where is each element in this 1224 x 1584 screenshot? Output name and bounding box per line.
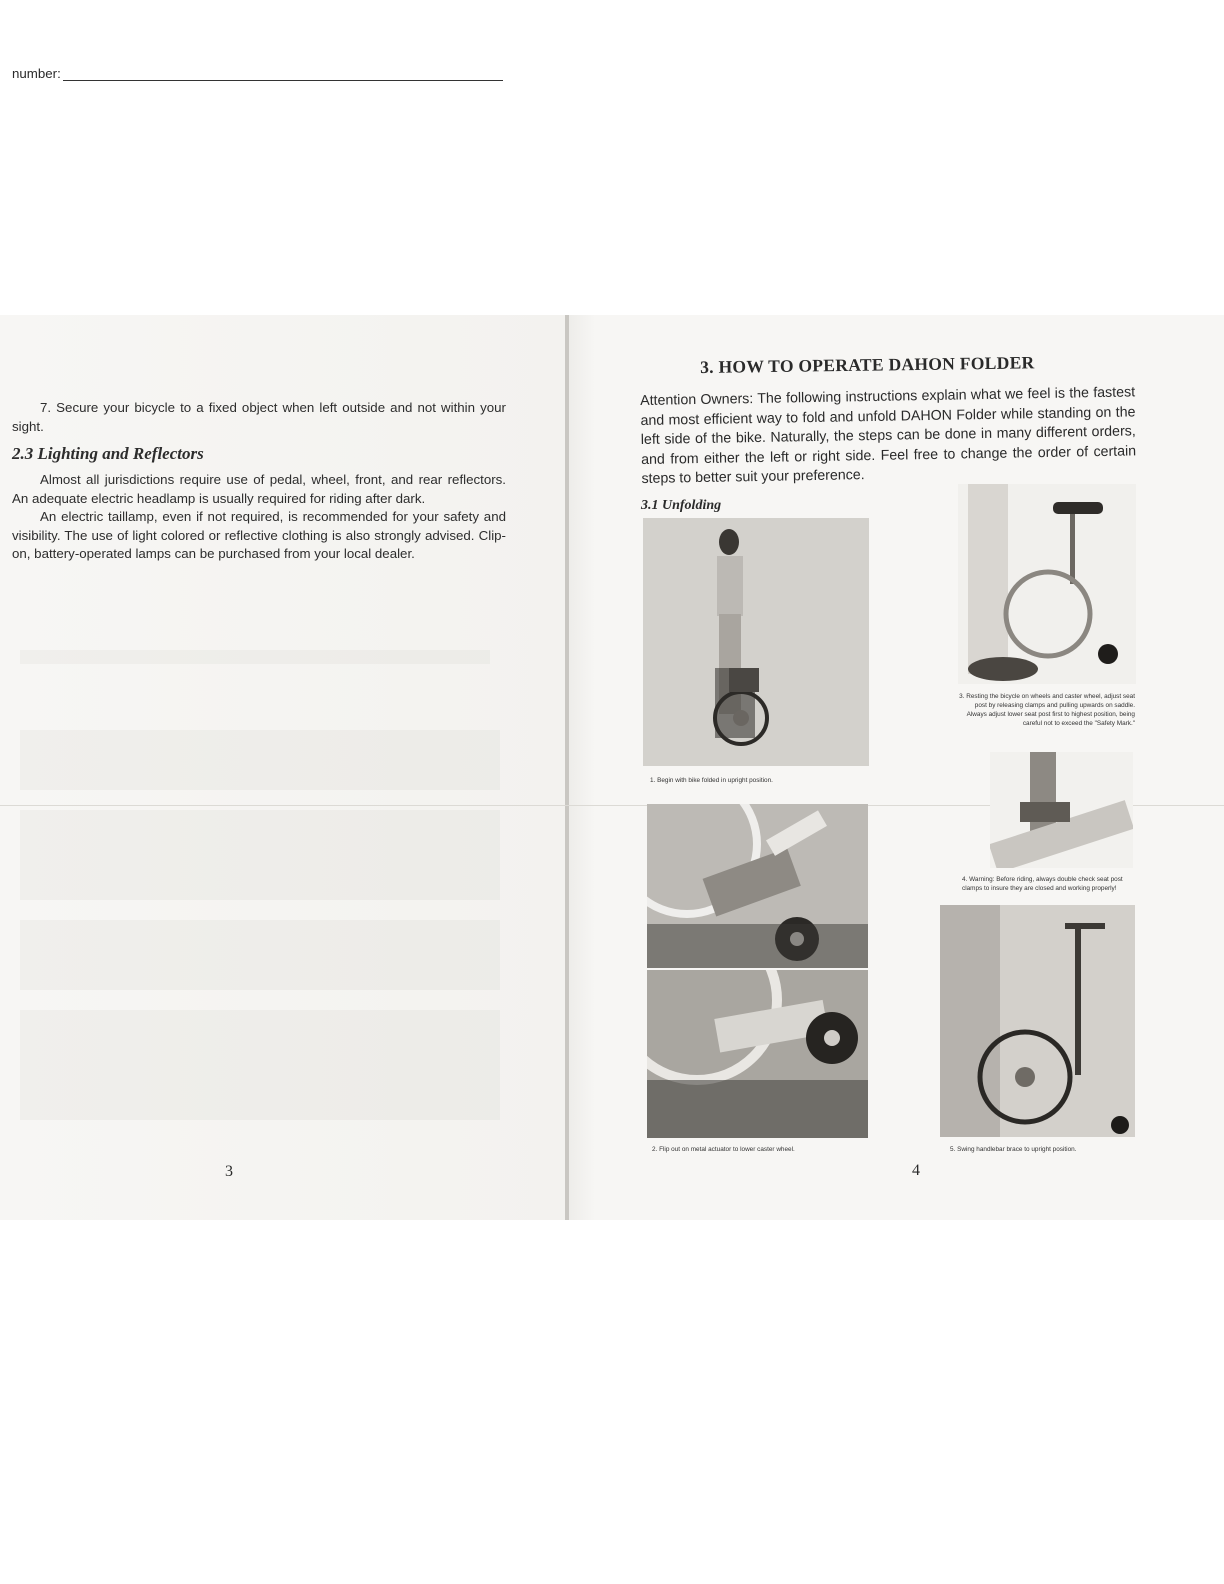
page-number-right: 4 (912, 1162, 920, 1179)
photo-step-1-image (643, 518, 869, 766)
bleed-through-text (20, 810, 500, 900)
caption-step-2: 2. Flip out on metal actuator to lower caster wheel. (652, 1146, 795, 1153)
bleed-through-text (20, 920, 500, 990)
photo-step-3 (958, 484, 1136, 684)
page-number-left: 3 (225, 1163, 233, 1180)
number-label: number: (12, 66, 61, 81)
unfolding-subheading: 3.1 Unfolding (641, 498, 722, 513)
section-heading: 2.3 Lighting and Reflectors (12, 444, 204, 463)
item-7-text: 7. Secure your bicycle to a fixed object when left outside and not within your sight. (12, 400, 506, 434)
page-title: 3. HOW TO OPERATE DAHON FOLDER (700, 352, 1035, 377)
photo-step-2a (647, 804, 868, 968)
photo-step-2b-image (647, 970, 868, 1138)
photo-step-4-image (990, 752, 1133, 868)
bleed-through-text (20, 1010, 500, 1120)
photo-step-4 (990, 752, 1133, 868)
bleed-through-text (20, 650, 490, 664)
photo-step-1 (643, 518, 869, 766)
lighting-paragraph-2: An electric taillamp, even if not required, is recommended for your safety and visibility. The use of light colored or reflective clothing is also strongly advised. Clip-on, battery-operated lamps can be purchased from your local dealer. (12, 509, 506, 561)
caption-step-4: 4. Warning: Before riding, always double check seat post clamps to insure they are closed and working properly! (962, 876, 1123, 892)
caption-step-5: 5. Swing handlebar brace to upright position. (950, 1146, 1077, 1153)
page-gutter (565, 315, 569, 1220)
photo-step-2a-image (647, 804, 868, 968)
intro-paragraph: Attention Owners: The following instructions explain what we feel is the fastest and most efficient way to fold and unfold DAHON Folder while standing on the left side of the bike. Naturally, the steps can be done in many different orders, and from either the left or right side. Feel free to change the order of certain steps to better suit your preference. (640, 384, 1137, 487)
photo-step-5 (940, 905, 1135, 1137)
photo-step-5-image (940, 905, 1135, 1137)
bleed-through-text (20, 730, 500, 790)
photo-step-3-image (958, 484, 1136, 684)
caption-step-1: 1. Begin with bike folded in upright position. (650, 777, 773, 784)
lighting-paragraph-1: Almost all jurisdictions require use of pedal, wheel, front, and rear reflectors. An adequate electric headlamp is usually required for riding after dark. (12, 472, 506, 506)
caption-step-3: 3. Resting the bicycle on wheels and caster wheel, adjust seat post by releasing clamps and pulling upwards on saddle. Always adjust lower seat post first to highest position, being careful not to exceed the "Safety Mark." (959, 693, 1135, 727)
number-blank-rule (63, 80, 503, 81)
photo-step-2b (647, 970, 868, 1138)
